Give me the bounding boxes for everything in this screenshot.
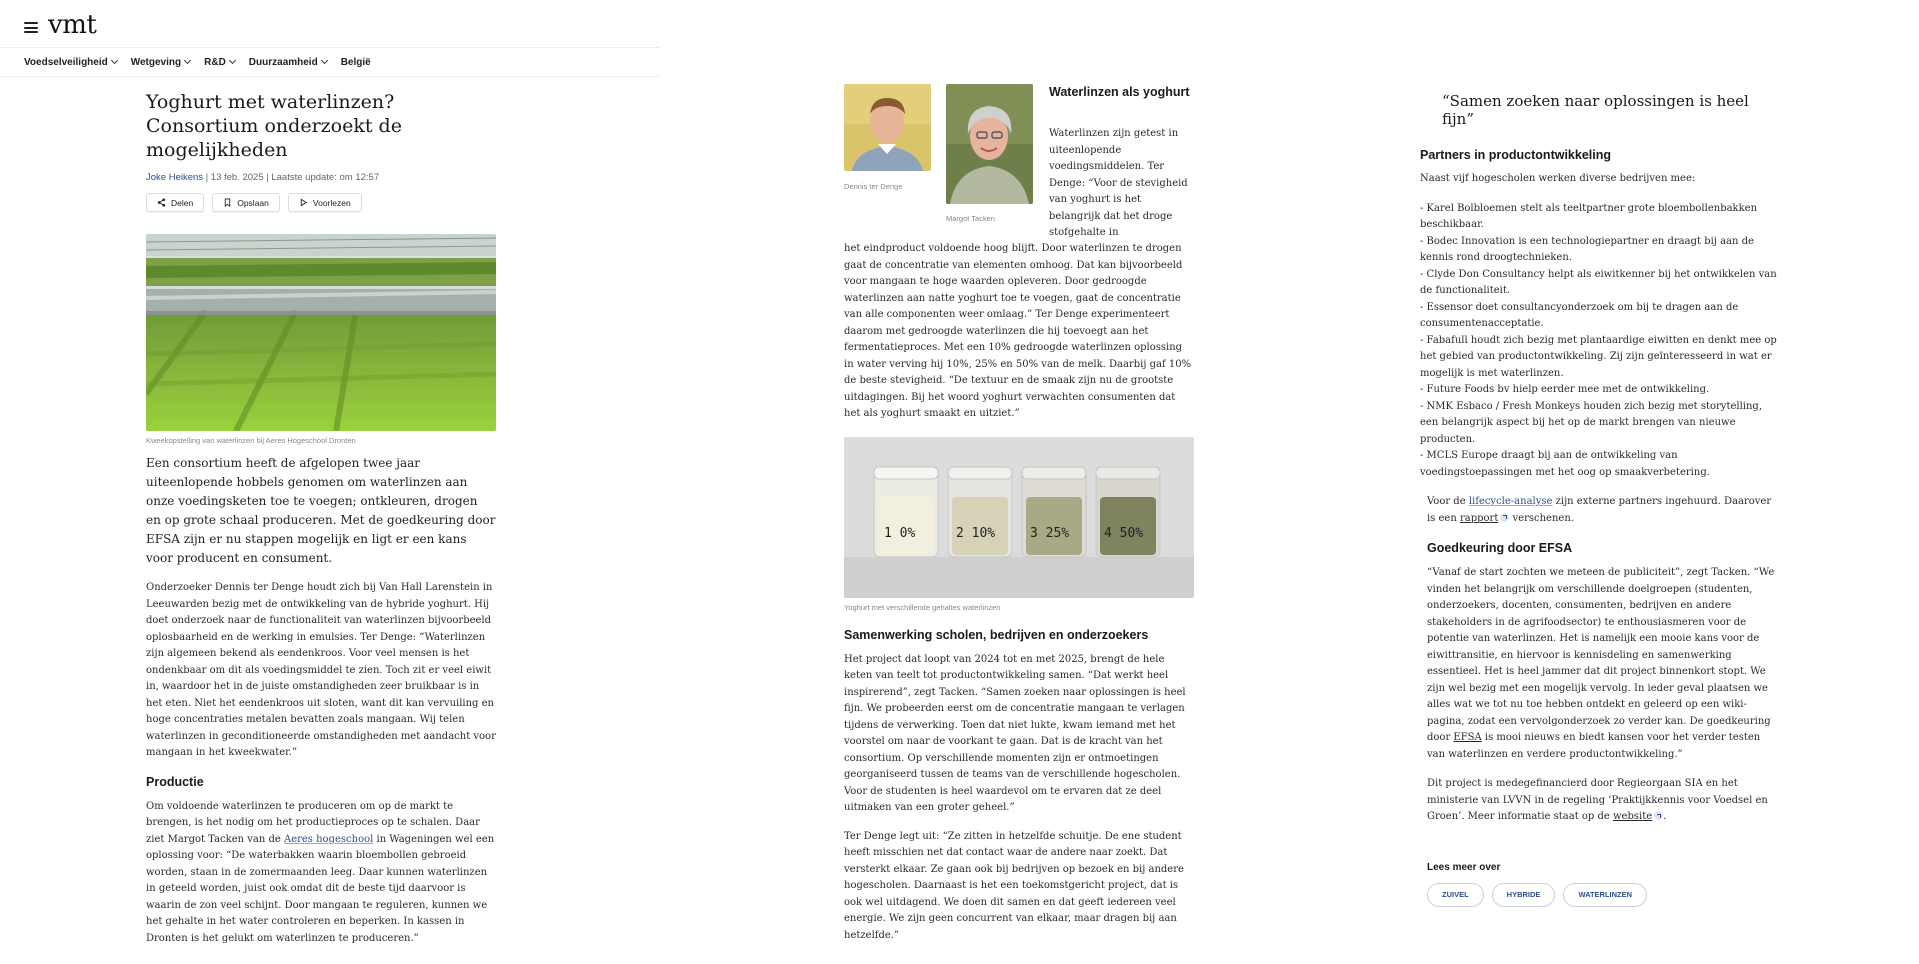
chevron-down-icon [111, 57, 118, 64]
tag-list [1427, 883, 1780, 907]
pull-quote: “Samen zoeken naar oplossingen is heel fijn” [1442, 92, 1749, 128]
nav-item-rnd[interactable] [204, 57, 235, 68]
read-more-section [1420, 862, 1780, 907]
portrait-caption: Dennis ter Denge [844, 182, 903, 191]
partners-list [1420, 201, 1780, 482]
text: . [1663, 811, 1667, 822]
text: in Wageningen wel een oplossing voor: “De waterbakken waarin bloembollen gebroeid worden, staan in de zomermaanden leeg. Daar kunnen waterlinzen in geteeld worden, juist ook omdat dit de beste tijd daarvoor is waarin de zon veel schijnt. Door mangaan te reguleren, kunnen we het gehalte in het water controleren en beperken. In kassen in Dronten is het gelukt om waterlinzen te produceren.” [146, 833, 495, 944]
article-column-2 [844, 84, 1194, 944]
paragraph: Het project dat loopt van 2024 tot en met 2025, brengt de hele keten van teelt tot productontwikkeling samen. “Dat werkt heel inspirerend”, zegt Tacken. “Samen zoeken naar oplossingen is heel fijn. We probeerden eerst om de concentratie mangaan te verlagen tijdens de verwerking. Toen dat niet lukte, kwam iemand met het voorstel om naar de voorkant te gaan. Dat is de kracht van het consortium. Op verschillende momenten zijn er ontmoetingen georganiseerd tussen de teams van de verschillende hogescholen. Voor de studenten is heel waardevol om te ervaren dat ze deel uitmaken van een groter geheel.” [844, 653, 1186, 813]
list-item: - MCLS Europe draagt bij aan de ontwikkeling van voedingstoepassingen met het oog op smaakverbetering. [1420, 450, 1710, 478]
chevron-down-icon [184, 57, 191, 64]
heading-partners: Partners in productontwikkeling [1420, 148, 1611, 162]
external-link-icon[interactable] [1654, 811, 1663, 820]
article-title: Yoghurt met waterlinzen? Consortium onderzoekt de mogelijkheden [146, 91, 402, 161]
efsa-link[interactable]: EFSA [1453, 732, 1482, 743]
list-item: - Clyde Don Consultancy helpt als eiwitkenner bij het ontwikkelen van de functionaliteit. [1420, 268, 1777, 296]
photo-caption: Kweekopstelling van waterlinzen bij Aeres Hogeschool Dronten [146, 436, 356, 445]
site-header [0, 0, 660, 48]
nav-label: België [340, 56, 371, 68]
author-link[interactable]: Joke Heikens [146, 172, 204, 183]
nav-item-duurzaamheid[interactable] [249, 57, 327, 68]
text: Om voldoende waterlinzen te produceren om op de markt te brengen, is het nodig om het productieproces op te schalen. Daar ziet Margot Tacken van de [146, 800, 480, 845]
nav-item-belgie[interactable] [341, 57, 371, 68]
share-label: Delen [171, 197, 194, 208]
nav-label: Duurzaamheid [248, 56, 318, 68]
paragraph: het eindproduct voldoende hoog blijft. Door waterlinzen te drogen gaat de concentratie van elementen omhoog. Dat kan bijvoorbeeld voor mangaan te hoge waarden opleveren. Door gedroogde waterlinzen aan natte yoghurt toe te voegen, gaat de concentratie van alle componenten weer omlaag.” Ter Denge experimenteert daarom met gedroogde waterlinzen die hij toevoegt aan het fermentatieproces. Met een 10% gedroogde waterlinzen oplossing in water verving hij 10%, 25% en 50% van de melk. Daarbij gaf 10% de beste stevigheid. “De textuur en de smaak zijn nu de grootste uitdagingen. Bij het woord yoghurt verwachten consumenten dat het als yoghurt smaakt en uitziet.” [844, 243, 1192, 419]
share-button[interactable] [146, 193, 204, 212]
cup-label: 1 0% [884, 525, 916, 541]
text: verschenen. [1509, 512, 1574, 524]
update-time: Laatste update: om 12:57 [271, 172, 380, 183]
paragraph [146, 799, 496, 948]
paragraph: Ter Denge legt uit: “Ze zitten in hetzelfde schuitje. De ene student heeft misschien net dat contact waar de andere naar zoekt. Dat versterkt elkaar. Ze gaan ook bij bedrijven op bezoek en bij andere hogescholen. Daarnaast is het een toekomstgericht project, dat is ook wel uitdagend. We doen dit samen en dat geeft iedereen veel energie. We zijn geen concurrent van elkaar, maar dragen bij aan hetzelfde.” [844, 830, 1184, 941]
listen-button[interactable] [288, 193, 362, 212]
list-item: - Fabafull houdt zich bezig met plantaardige eiwitten en denkt mee op het gebied van productontwikkeling. Zij zijn geïnteresseerd in wat er mogelijk is met waterlinzen. [1420, 334, 1777, 379]
article-actions [146, 193, 496, 212]
paragraph: Onderzoeker Dennis ter Denge houdt zich bij Van Hall Larenstein in Leeuwarden bezig met de ontwikkeling van de hybride yoghurt. Hij doet onderzoek naar de functionaliteit van waterlinzen bijvoorbeeld oplosbaarheid en de werking in emulsies. Ter Denge: “Waterlinzen zijn algemeen bekend als eendenkroos. Voor veel mensen is het ondenkbaar om dit als voedingsmiddel te zien. Toch zit er veel eiwit in, waardoor het in de juiste omstandigheden zeer bruikbaar is in het eten. Niet het eendenkroos uit sloten, want dit kan vervuiling en hoge concentraties metalen bevatten zoals mangaan. Wij telen waterlinzen in geconditioneerde omstandigheden met aandacht voor mangaan in het kweekwater.” [146, 582, 496, 758]
portraits [844, 84, 1194, 238]
read-more-title: Lees meer over [1427, 861, 1501, 873]
byline-separator: | [266, 172, 269, 183]
list-item: - Essensor doet consultancyonderzoek om bij te dragen aan de consumentenacceptatie. [1420, 301, 1739, 329]
lifecycle-analyse-link[interactable]: lifecycle-analyse [1468, 496, 1553, 507]
heading-productie: Productie [146, 774, 204, 789]
article-column-1 [146, 90, 496, 947]
heading-samenwerking: Samenwerking scholen, bedrijven en onderzoekers [844, 627, 1149, 642]
portrait-margot-tacken [946, 84, 1033, 204]
share-icon [157, 198, 166, 207]
chevron-down-icon [229, 57, 236, 64]
cup-label: 4 50% [1104, 525, 1144, 541]
rapport-link[interactable]: rapport [1459, 512, 1499, 524]
main-nav [0, 48, 660, 77]
partners-intro: Naast vijf hogescholen werken diverse bedrijven mee: [1420, 173, 1696, 184]
cup-label: 2 10% [956, 525, 996, 541]
nav-label: Wetgeving [130, 56, 182, 68]
paragraph-wrap: Waterlinzen zijn getest in uiteenlopende voedingsmiddelen. Ter Denge: “Voor de stevigheid van yoghurt is het belangrijk dat het droge stofgehalte in [1049, 128, 1188, 238]
article-lead: Een consortium heeft de afgelopen twee jaar uiteenlopende hobbels genomen om waterlinzen aan onze voedingsketen toe te voegen; ontkleuren, drogen en op grote schaal produceren. Met de goedkeuring door EFSA zijn er nu stappen mogelijk en ligt er een kans voor producent en consument. [146, 456, 496, 565]
list-item: - Karel Bolbloemen stelt als teeltpartner grote bloembollenbakken beschikbaar. [1420, 202, 1758, 230]
byline-separator: | [205, 172, 209, 183]
bookmark-icon [223, 198, 232, 207]
nav-item-wetgeving[interactable] [131, 57, 190, 68]
text: “Vanaf de start zochten we meteen de publiciteit”, zegt Tacken. “We vinden het belangrijk om verschillende doelgroepen (studenten, onderzoekers, docenten, consumenten, bedrijven en andere stakeholders in de agrifoodsector) te enthousiasmeren voor de potentie van waterlinzen. Het is namelijk een mooie kans voor de eiwittransitie, en hiervoor is kennisdeling en samenwerking essentieel. Het is heel jammer dat dit project binnenkort stopt. We zijn wel bezig met een mogelijk vervolg. In ieder geval plaatsen we alles wat we tot nu toe hebben ontdekt en geleerd op een wiki-pagina, zodat een vervolgonderzoek zo verder kan. De goedkeuring door [1427, 567, 1775, 743]
publish-date: 13 feb. 2025 [210, 172, 264, 183]
external-link-icon[interactable] [1500, 513, 1509, 522]
paragraph [1420, 776, 1780, 826]
byline [146, 172, 496, 183]
nav-label: Voedselveiligheid [24, 56, 108, 68]
hamburger-menu-icon[interactable] [24, 22, 38, 33]
listen-label: Voorlezen [312, 197, 351, 208]
portrait-dennis-ter-denge [844, 84, 931, 171]
article-column-3 [1420, 92, 1780, 907]
aeres-hogeschool-link[interactable]: Aeres hogeschool [283, 833, 374, 845]
duckweed-greenhouse-photo [146, 234, 496, 431]
text: Dit project is medegefinancierd door Regieorgaan SIA en het ministerie van LVVN in de regeling ‘Praktijkkennis voor Voedsel en Groen’. Meer informatie staat op de [1427, 778, 1768, 822]
cup-label: 3 25% [1030, 525, 1070, 541]
tag-waterlinzen[interactable]: WATERLINZEN [1563, 883, 1647, 907]
nav-item-voedselveiligheid[interactable] [24, 57, 117, 68]
photo-caption: Yoghurt met verschillende gehaltes waterlinzen [844, 602, 1001, 612]
text: is mooi nieuws en biedt kansen voor het verder testen van waterlinzen en verdere productontwikkeling.” [1427, 732, 1761, 760]
portrait-caption: Margot Tacken [946, 214, 996, 223]
website-link[interactable]: website [1613, 811, 1653, 822]
tag-zuivel[interactable]: ZUIVEL [1427, 883, 1484, 907]
list-item: - Future Foods bv hielp eerder mee met de ontwikkeling. [1420, 384, 1710, 395]
list-item: - Bodec Innovation is een technologiepartner en draagt bij aan de kennis rond droogtechnieken. [1420, 235, 1754, 263]
text: zijn externe partners ingehuurd. Daarover is een [1427, 496, 1772, 524]
play-icon [299, 198, 308, 207]
heading-efsa: Goedkeuring door EFSA [1427, 541, 1573, 555]
paragraph [1420, 565, 1780, 763]
chevron-down-icon [321, 57, 328, 64]
text: Voor de [1427, 496, 1469, 507]
save-button[interactable] [212, 193, 280, 212]
tag-hybride[interactable]: HYBRIDE [1492, 883, 1556, 907]
yoghurt-cups-photo [844, 437, 1194, 598]
save-label: Opslaan [237, 197, 269, 208]
heading-waterlinzen-als-yoghurt: Waterlinzen als yoghurt [1049, 85, 1190, 99]
list-item: - NMK Esbaco / Fresh Monkeys houden zich bezig met storytelling, een belangrijk aspect bij het op de markt brengen van nieuwe producten. [1420, 400, 1763, 445]
paragraph [1420, 494, 1780, 527]
site-logo[interactable]: vmt [48, 10, 97, 40]
nav-label: R&D [204, 56, 226, 68]
